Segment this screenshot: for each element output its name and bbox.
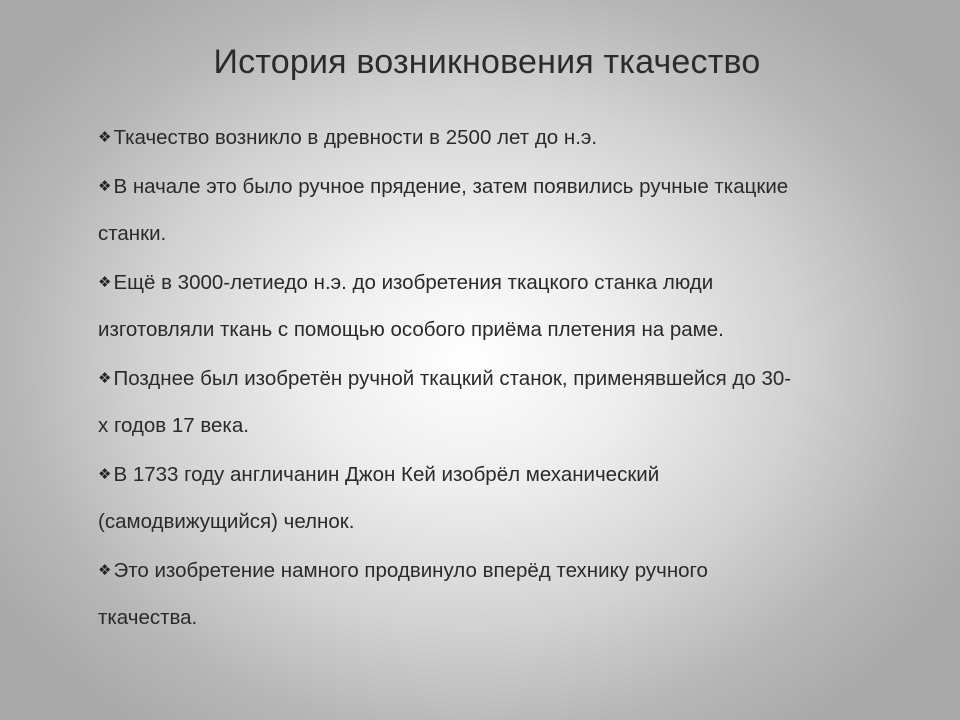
bullet-text: В начале это было ручное прядение, затем появились ручные ткацкие станки. bbox=[98, 175, 789, 245]
bullet-item bbox=[98, 547, 798, 641]
bullet-text: Позднее был изобретён ручной ткацкий станок, применявшейся до 30-х годов 17 века. bbox=[98, 367, 792, 437]
bullet-item bbox=[98, 259, 798, 353]
bullet-item bbox=[98, 163, 798, 257]
bullet-text: Ещё в 3000-летиедо н.э. до изобретения ткацкого станка люди изготовляли ткань с помощью особого приёма плетения на раме. bbox=[98, 271, 724, 341]
diamond-bullet-icon: ❖ bbox=[98, 274, 112, 291]
bullet-list bbox=[98, 114, 798, 643]
bullet-item bbox=[98, 451, 798, 545]
diamond-bullet-icon: ❖ bbox=[98, 129, 112, 146]
diamond-bullet-icon: ❖ bbox=[98, 370, 112, 387]
diamond-bullet-icon: ❖ bbox=[98, 178, 112, 195]
bullet-item bbox=[98, 114, 798, 161]
diamond-bullet-icon: ❖ bbox=[98, 466, 112, 483]
bullet-item bbox=[98, 355, 798, 449]
bullet-text: В 1733 году англичанин Джон Кей изобрёл механический (самодвижущийся) челнок. bbox=[98, 463, 660, 533]
bullet-text: Ткачество возникло в древности в 2500 лет до н.э. bbox=[113, 126, 598, 149]
diamond-bullet-icon: ❖ bbox=[98, 562, 112, 579]
slide-title: История возникновения ткачество bbox=[213, 43, 761, 81]
bullet-text: Это изобретение намного продвинуло вперёд технику ручного ткачества. bbox=[98, 559, 708, 629]
